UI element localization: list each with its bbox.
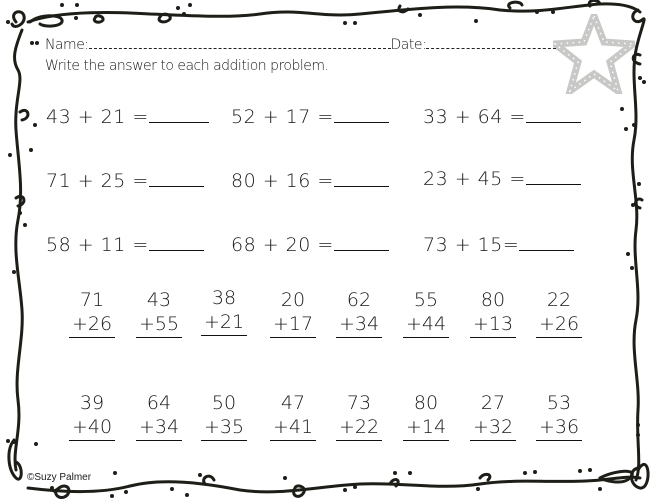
answer-blank[interactable]	[519, 236, 574, 251]
answer-blank[interactable]	[334, 108, 389, 123]
vertical-problem: 80 +13	[468, 288, 518, 338]
horizontal-problem: 43 + 21 =	[46, 106, 209, 128]
answer-blank[interactable]	[149, 172, 204, 187]
answer-blank[interactable]	[526, 170, 581, 185]
horizontal-problem: 73 + 15=	[423, 234, 574, 256]
instructions: Write the answer to each addition problem.	[45, 58, 329, 74]
vertical-problem: 27 +32	[468, 391, 518, 441]
vertical-problem: 39 +40	[67, 391, 117, 441]
answer-blank[interactable]	[149, 236, 204, 251]
horizontal-problem: 80 + 16 =	[231, 170, 389, 192]
vertical-problem: 20 +17	[268, 288, 318, 338]
vertical-problem: 43 +55	[134, 288, 184, 338]
name-field[interactable]	[89, 36, 391, 49]
horizontal-problem: 58 + 11 =	[46, 234, 204, 256]
name-label: Name:	[45, 37, 89, 53]
vertical-problem: 80 +14	[401, 391, 451, 441]
date-field[interactable]	[426, 36, 556, 49]
vertical-problem: 38 +21	[199, 286, 249, 336]
horizontal-problem: 68 + 20 =	[231, 234, 389, 256]
answer-blank[interactable]	[334, 236, 389, 251]
vertical-problem: 22 +26	[534, 288, 584, 338]
date-label: Date:	[390, 37, 427, 53]
vertical-problem: 64 +34	[134, 391, 184, 441]
vertical-problem: 47 +41	[268, 391, 318, 441]
vertical-problem: 71 +26	[67, 288, 117, 338]
vertical-problem: 55 +44	[401, 288, 451, 338]
vertical-problem: 62 +34	[334, 288, 384, 338]
vertical-problem: 73 +22	[334, 391, 384, 441]
copyright-credit: ©Suzy Palmer	[27, 472, 92, 483]
vertical-problem: 53 +36	[534, 391, 584, 441]
vertical-problem: 50 +35	[199, 391, 249, 441]
answer-blank[interactable]	[526, 108, 581, 123]
star-icon	[553, 14, 635, 94]
answer-blank[interactable]	[334, 172, 389, 187]
horizontal-problem: 33 + 64 =	[423, 106, 581, 128]
horizontal-problem: 23 + 45 =	[423, 168, 581, 190]
horizontal-problem: 71 + 25 =	[46, 170, 204, 192]
name-date-line	[45, 36, 556, 53]
answer-blank[interactable]	[149, 108, 209, 123]
horizontal-problem: 52 + 17 =	[231, 106, 389, 128]
